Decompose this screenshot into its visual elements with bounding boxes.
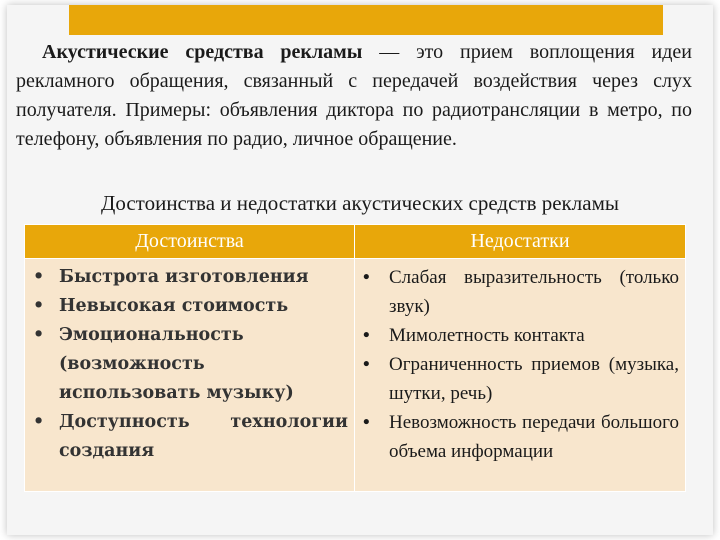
pros-cell: [25, 259, 355, 492]
list-item: • Эмоциональность (возможность использовать музыку): [33, 321, 348, 408]
list-item: • Слабая выразительность (только звук): [363, 263, 679, 321]
header-cons: Недостатки: [355, 225, 686, 259]
intro-paragraph: [16, 38, 692, 154]
table-caption: Достоинства и недостатки акустических средств рекламы: [101, 191, 619, 215]
intro-term: Акустические средства рекламы: [42, 41, 363, 63]
table-row: [25, 259, 686, 492]
cons-list: [363, 263, 679, 466]
header-accent-bar: [69, 5, 663, 35]
list-item: • Быстрота изготовления: [33, 263, 348, 292]
list-item: • Ограниченность приемов (музыка, шутки, речь): [363, 350, 679, 408]
table-header-row: [25, 225, 686, 259]
header-pros: Достоинства: [25, 225, 355, 259]
cons-cell: [355, 259, 686, 492]
comparison-table: [24, 224, 686, 492]
list-item: • Невозможность передачи большого объема информации: [363, 408, 679, 466]
list-item: • Мимолетность контакта: [363, 321, 679, 350]
pros-list: [33, 263, 348, 466]
list-item: • Доступность технологии создания: [33, 408, 348, 466]
list-item: • Невысокая стоимость: [33, 292, 348, 321]
intro-text: — это прием воплощения идеи рекламного обращения, связанный с передачей воздействия через слух получателя. Примеры: объявления диктора по радиотрансляции в метро, по телефону, объявления по радио, личное обращение.: [16, 41, 692, 150]
